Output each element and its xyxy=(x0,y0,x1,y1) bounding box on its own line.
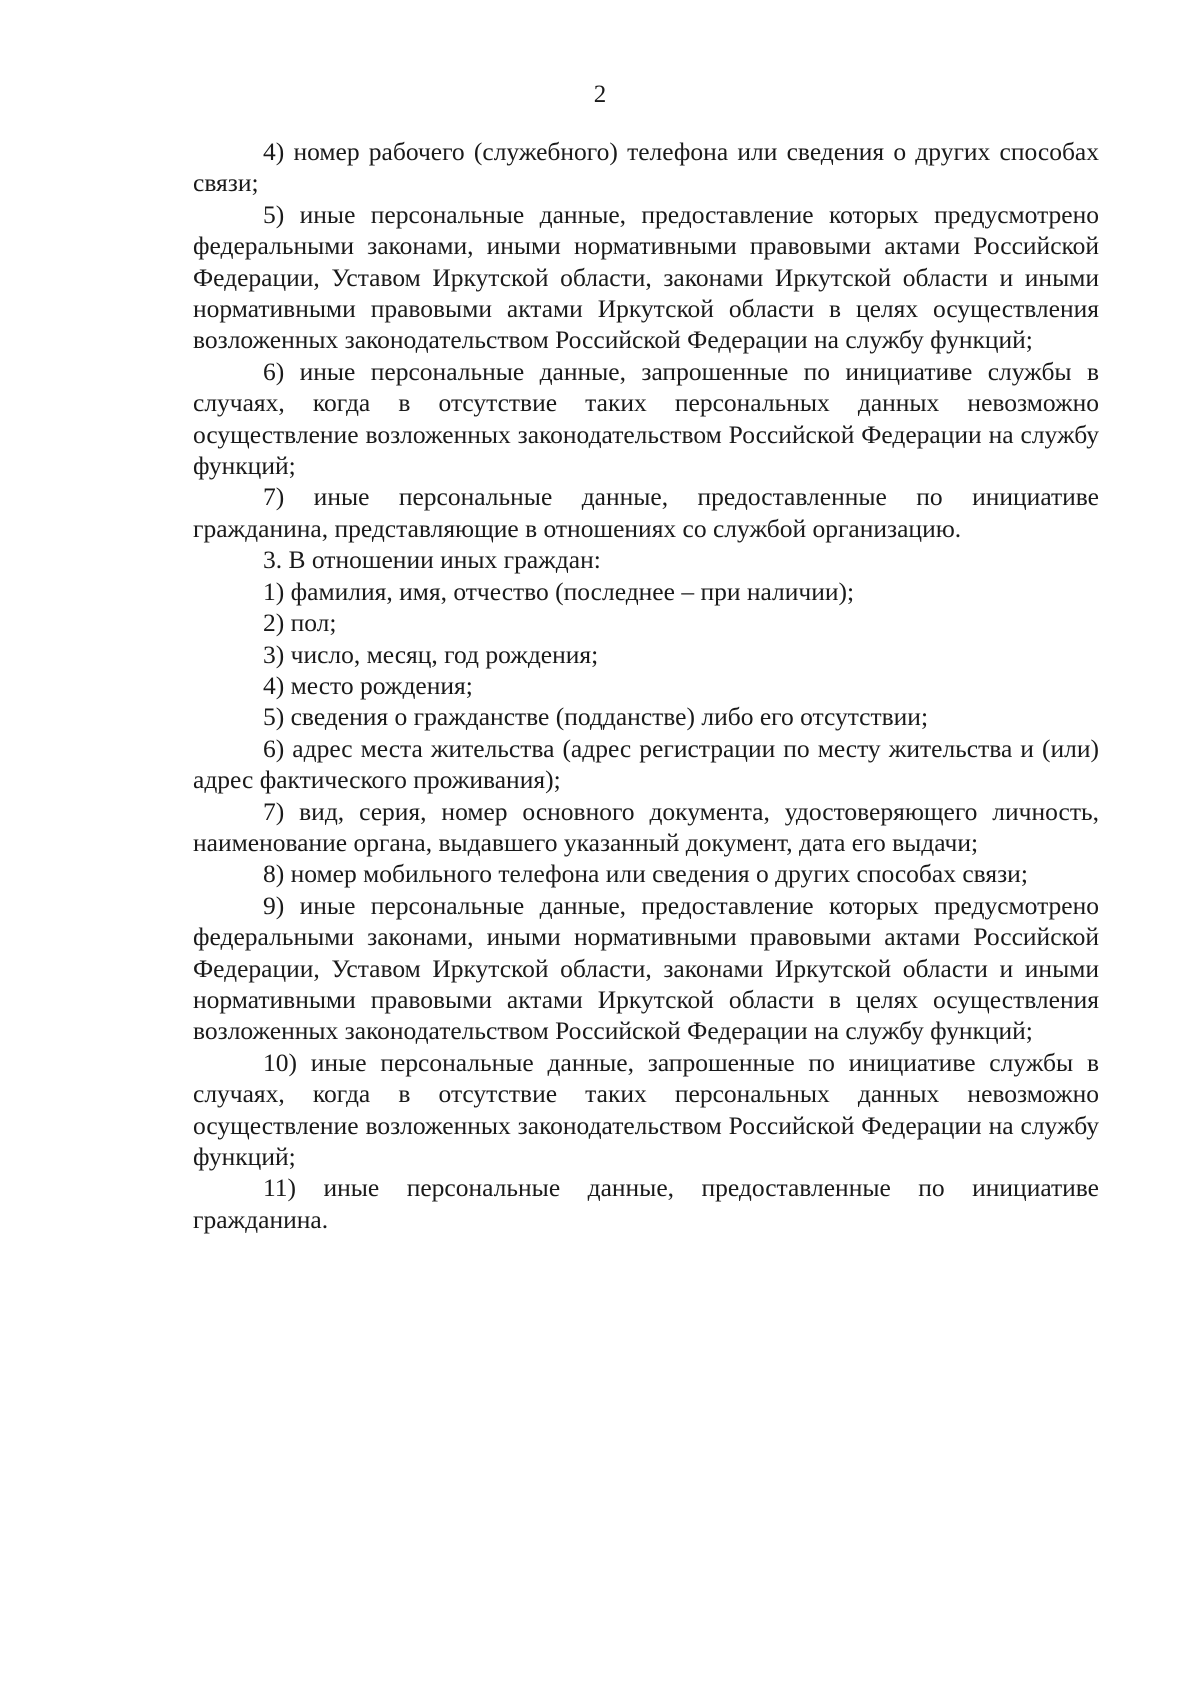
paragraph-list-item: 6) адрес места жительства (адрес регистрации по месту жительства и (или) адрес фактического проживания); xyxy=(193,733,1099,795)
paragraph-list-item: 9) иные персональные данные, предоставление которых предусмотрено федеральными законами, иными нормативными правовыми актами Российской Федерации, Уставом Иркутской области, законами Иркутской области и иными нормативными правовыми актами Иркутской области в целях осуществления возложенных законодательством Российской Федерации на службу функций; xyxy=(193,890,1099,1046)
paragraph-list-item: 11) иные персональные данные, предоставленные по инициативе гражданина. xyxy=(193,1173,1099,1234)
paragraph-list-item: 1) фамилия, имя, отчество (последнее – при наличии); xyxy=(263,576,855,606)
paragraph-list-item: 2) пол; xyxy=(263,608,337,638)
page-number: 2 xyxy=(593,81,607,108)
paragraph-list-item: 5) иные персональные данные, предоставление которых предусмотрено федеральными законами, иными нормативными правовыми актами Российской Федерации, Уставом Иркутской области, законами Иркутской области и иными нормативными правовыми актами Иркутской области в целях осуществления возложенных законодательством Российской Федерации на службу функций; xyxy=(193,199,1099,355)
paragraph-list-item: 8) номер мобильного телефона или сведения о других способах связи; xyxy=(263,859,1028,889)
paragraph-list-item: 7) иные персональные данные, предоставленные по инициативе гражданина, представляющие в отношениях со службой организацию. xyxy=(193,482,1099,543)
paragraph-list-item: 7) вид, серия, номер основного документа, удостоверяющего личность, наименование органа, выдавшего указанный документ, дата его выдачи; xyxy=(193,796,1099,857)
paragraph-list-item: 10) иные персональные данные, запрошенные по инициативе службы в случаях, когда в отсутствие таких персональных данных невозможно осуществление возложенных законодательством Российской Федерации на службу функций; xyxy=(193,1047,1099,1171)
section-heading: 3. В отношении иных граждан: xyxy=(263,545,601,575)
paragraph-list-item: 6) иные персональные данные, запрошенные по инициативе службы в случаях, когда в отсутствие таких персональных данных невозможно осуществление возложенных законодательством Российской Федерации на службу функций; xyxy=(193,356,1099,481)
document-body xyxy=(193,136,1099,1235)
paragraph-list-item: 5) сведения о гражданстве (подданстве) либо его отсутствии; xyxy=(263,702,929,732)
paragraph-list-item: 4) номер рабочего (служебного) телефона или сведения о других способах связи; xyxy=(193,137,1099,198)
paragraph-list-item: 3) число, месяц, год рождения; xyxy=(263,639,599,669)
paragraph-list-item: 4) место рождения; xyxy=(263,670,473,700)
